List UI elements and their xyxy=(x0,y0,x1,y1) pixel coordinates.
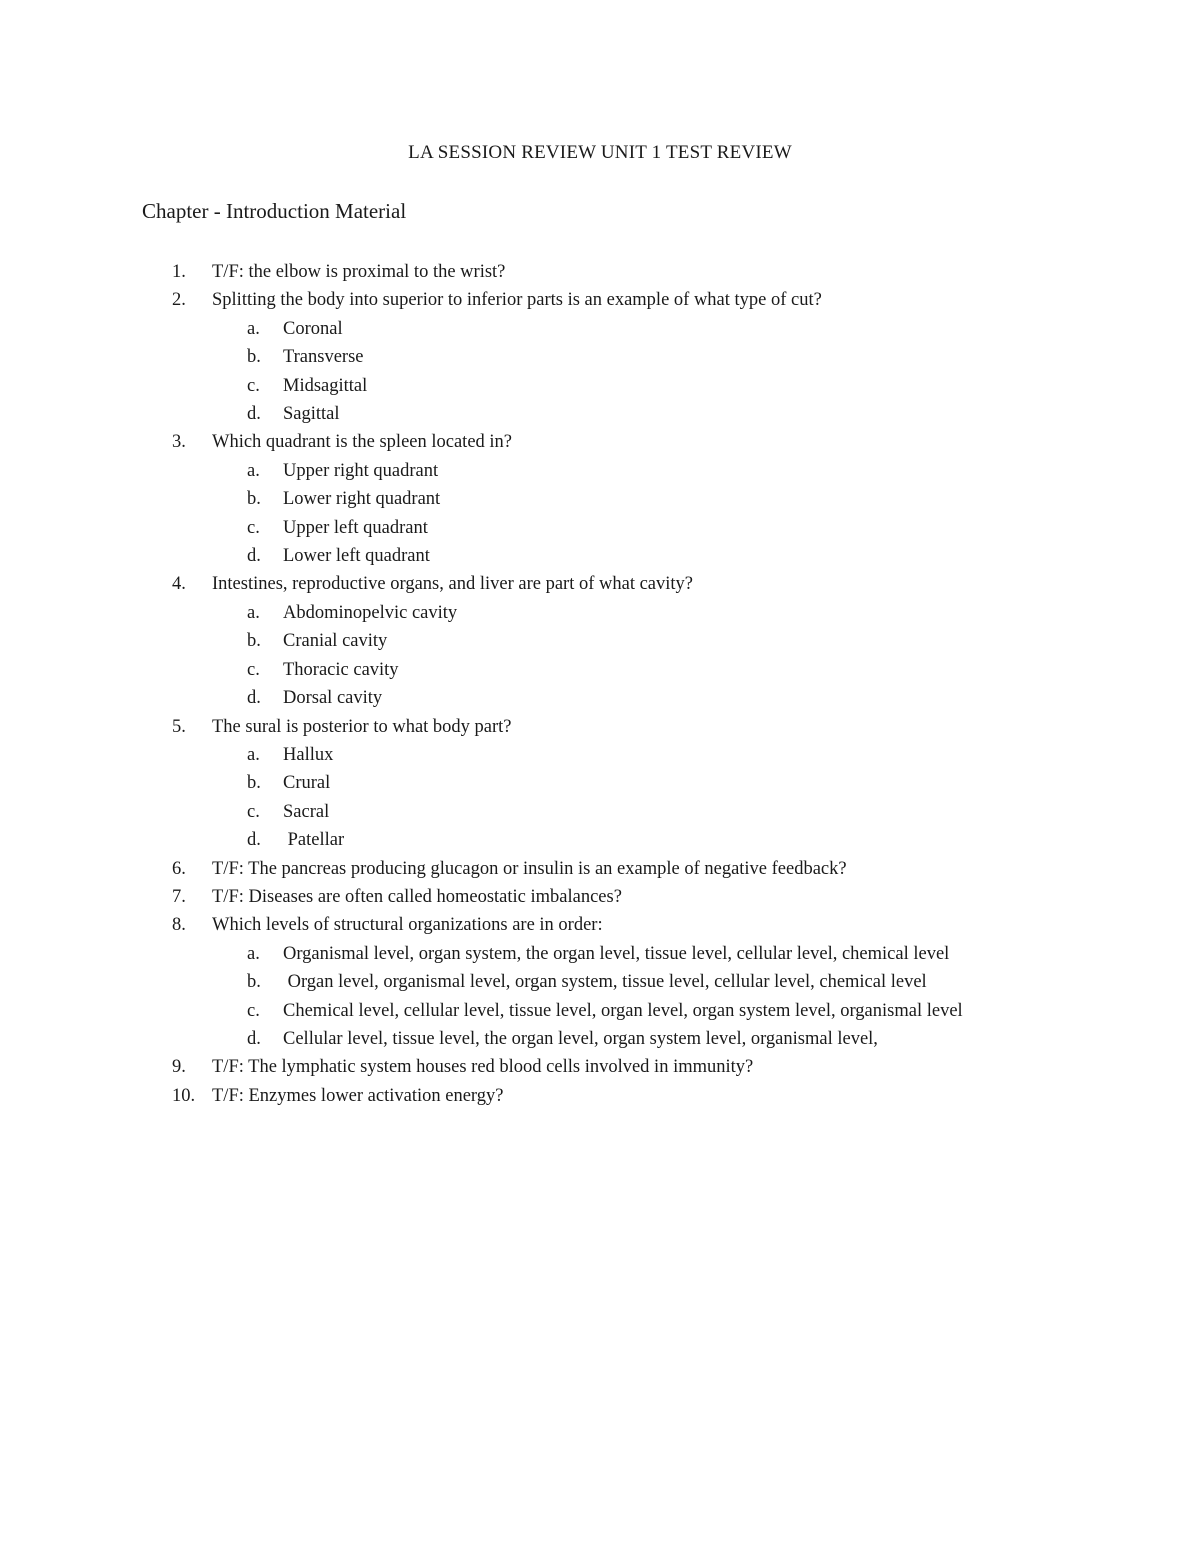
question-number: 1. xyxy=(172,262,186,282)
answer-option xyxy=(0,968,1200,996)
question-number: 10. xyxy=(172,1085,196,1106)
option-letter: c. xyxy=(247,659,260,680)
section-heading: Chapter - Introduction Material xyxy=(142,199,407,223)
question-text: T/F: The lymphatic system houses red blood cells involved in immunity? xyxy=(212,1057,754,1078)
option-letter: c. xyxy=(247,375,260,396)
question-text: Which quadrant is the spleen located in? xyxy=(212,432,513,453)
option-text: Cranial cavity xyxy=(283,631,388,652)
answer-options xyxy=(0,741,1200,855)
answer-options xyxy=(0,457,1200,571)
question-item xyxy=(0,911,1200,1053)
question-line xyxy=(0,713,1200,741)
question-text: T/F: the elbow is proximal to the wrist? xyxy=(212,262,506,282)
answer-option xyxy=(0,798,1200,826)
option-text: Thoracic cavity xyxy=(283,659,399,680)
answer-option xyxy=(0,1025,1200,1053)
answer-option xyxy=(0,769,1200,797)
question-line xyxy=(0,428,1200,456)
answer-option xyxy=(0,627,1200,655)
answer-option xyxy=(0,343,1200,371)
option-letter: a. xyxy=(247,318,260,339)
question-line xyxy=(0,911,1200,939)
option-text: Transverse xyxy=(283,347,364,368)
question-number: 3. xyxy=(172,432,186,453)
answer-option xyxy=(0,372,1200,400)
option-text: Cellular level, tissue level, the organ level, organ system level, organismal level, xyxy=(283,1028,878,1049)
option-letter: c. xyxy=(247,1000,260,1021)
option-letter: b. xyxy=(247,631,261,652)
question-number: 8. xyxy=(172,915,186,936)
answer-option xyxy=(0,684,1200,712)
answer-option xyxy=(0,997,1200,1025)
answer-option xyxy=(0,400,1200,428)
option-letter: a. xyxy=(247,943,260,964)
question-line xyxy=(0,570,1200,598)
answer-options xyxy=(0,599,1200,713)
answer-option xyxy=(0,940,1200,968)
option-text: Patellar xyxy=(283,830,345,851)
option-text: Crural xyxy=(283,773,331,794)
question-number: 9. xyxy=(172,1057,186,1078)
question-text: T/F: The pancreas producing glucagon or insulin is an example of negative feedback? xyxy=(212,858,847,879)
question-number: 2. xyxy=(172,290,186,311)
option-letter: a. xyxy=(247,460,260,481)
question-number: 4. xyxy=(172,574,186,595)
question-number: 5. xyxy=(172,716,186,737)
question-text: Intestines, reproductive organs, and liver are part of what cavity? xyxy=(212,574,693,595)
question-line xyxy=(0,1053,1200,1081)
option-letter: a. xyxy=(247,744,260,765)
option-letter: d. xyxy=(247,1028,261,1049)
question-number: 7. xyxy=(172,886,186,907)
answer-options xyxy=(0,940,1200,1054)
option-letter: a. xyxy=(247,602,260,623)
option-letter: d. xyxy=(247,688,261,709)
question-text: Splitting the body into superior to inferior parts is an example of what type of cut? xyxy=(212,290,822,311)
answer-option xyxy=(0,656,1200,684)
question-text: T/F: Diseases are often called homeostatic imbalances? xyxy=(212,886,622,907)
option-text: Midsagittal xyxy=(283,375,368,396)
option-text: Sagittal xyxy=(283,404,340,425)
option-text: Lower left quadrant xyxy=(283,546,430,567)
question-number: 6. xyxy=(172,858,186,879)
question-item xyxy=(0,286,1200,428)
answer-option xyxy=(0,457,1200,485)
option-letter: b. xyxy=(247,773,261,794)
option-text: Upper left quadrant xyxy=(283,517,428,538)
option-letter: d. xyxy=(247,830,261,851)
option-text: Sacral xyxy=(283,801,330,822)
question-text: Which levels of structural organizations are in order: xyxy=(212,915,603,936)
option-letter: c. xyxy=(247,517,260,538)
option-text: Organismal level, organ system, the organ level, tissue level, cellular level, chemical level xyxy=(283,943,950,964)
question-text: T/F: Enzymes lower activation energy? xyxy=(212,1085,504,1106)
answer-option xyxy=(0,485,1200,513)
answer-option xyxy=(0,315,1200,343)
question-line xyxy=(0,883,1200,911)
option-text: Upper right quadrant xyxy=(283,460,439,481)
question-item xyxy=(0,428,1200,570)
question-line xyxy=(0,1082,1200,1110)
option-letter: d. xyxy=(247,404,261,425)
answer-option xyxy=(0,826,1200,854)
option-text: Abdominopelvic cavity xyxy=(283,602,458,623)
question-item xyxy=(0,713,1200,855)
option-text: Dorsal cavity xyxy=(283,688,383,709)
document-title: LA SESSION REVIEW UNIT 1 TEST REVIEW xyxy=(408,142,792,163)
question-item xyxy=(0,258,1200,286)
answer-option xyxy=(0,542,1200,570)
question-text: The sural is posterior to what body part? xyxy=(212,716,512,737)
question-item xyxy=(0,570,1200,712)
question-item xyxy=(0,855,1200,883)
option-text: Lower right quadrant xyxy=(283,489,441,510)
question-item xyxy=(0,883,1200,911)
answer-option xyxy=(0,599,1200,627)
question-line xyxy=(0,855,1200,883)
option-letter: c. xyxy=(247,801,260,822)
question-list xyxy=(0,258,1200,1110)
option-letter: d. xyxy=(247,546,261,567)
option-text: Coronal xyxy=(283,318,343,339)
question-item xyxy=(0,1082,1200,1110)
option-letter: b. xyxy=(247,489,261,510)
answer-options xyxy=(0,315,1200,429)
question-item xyxy=(0,1053,1200,1081)
answer-option xyxy=(0,514,1200,542)
question-line xyxy=(0,258,1200,286)
answer-option xyxy=(0,741,1200,769)
option-letter: b. xyxy=(247,972,261,993)
option-text: Organ level, organismal level, organ system, tissue level, cellular level, chemical level xyxy=(283,972,927,993)
option-text: Chemical level, cellular level, tissue level, organ level, organ system level, organismal level xyxy=(283,1000,963,1021)
question-line xyxy=(0,286,1200,314)
option-letter: b. xyxy=(247,347,261,368)
option-text: Hallux xyxy=(283,744,334,765)
